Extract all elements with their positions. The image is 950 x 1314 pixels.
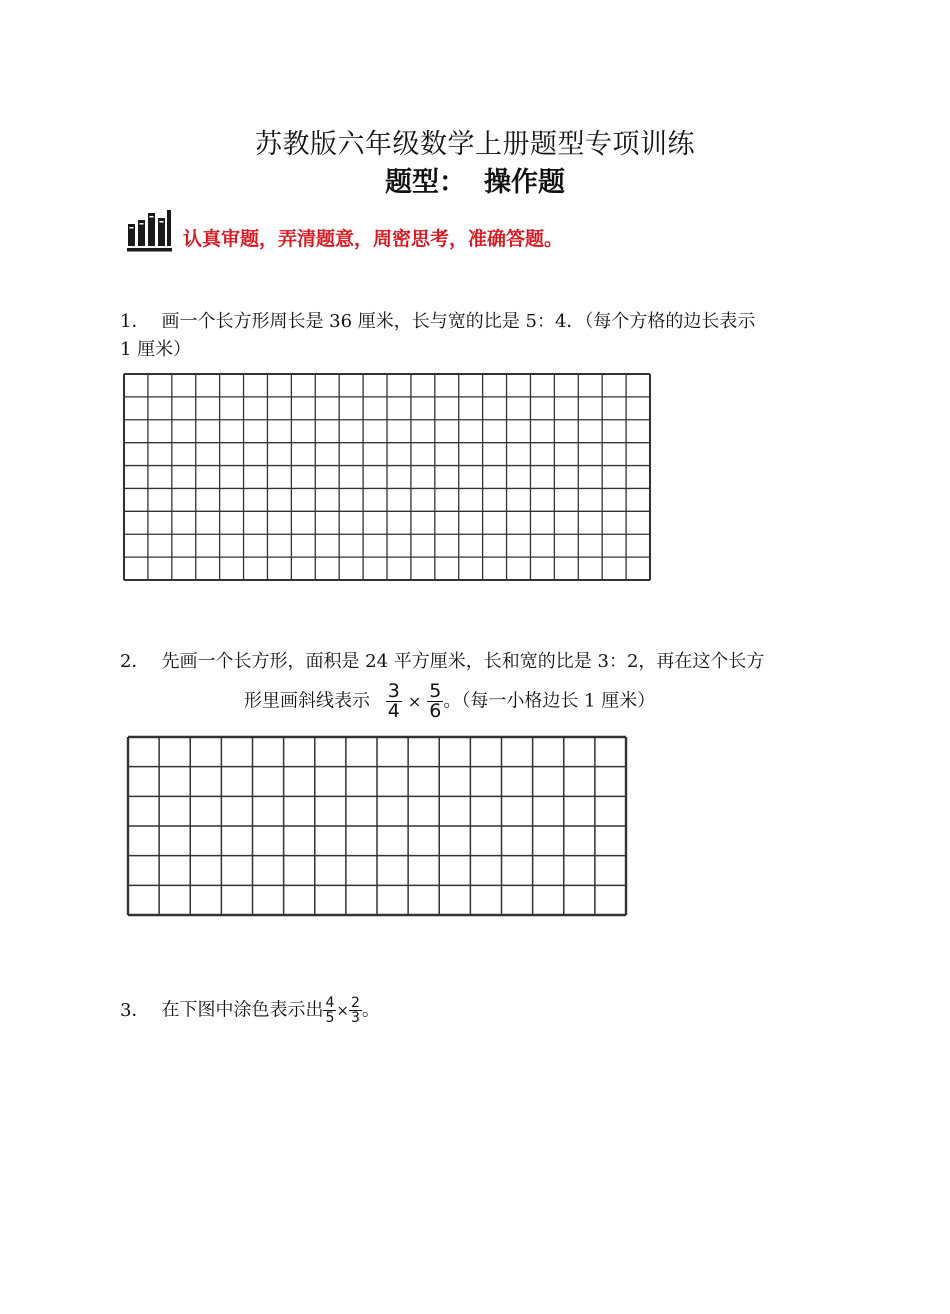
fraction-5-6: $\frac{5}{6}$ [429,680,442,722]
fraction-4-5: $\frac{4}{5}$ [325,995,335,1026]
question-1-number: 1． [120,311,150,332]
question-3-text: 在下图中涂色表示出 [161,999,324,1021]
question-3-number: 3． [120,999,150,1021]
fraction-3-4: $\frac{3}{4}$ [387,680,400,722]
question-type-label: 题型： [385,167,466,198]
question-2-number: 2． [120,651,150,672]
books-icon [127,208,173,252]
question-2-text: 先画一个长方形，面积是 24 平方厘米，长和宽的比是 3：2，再在这个长方 [161,651,765,672]
question-1 [120,308,755,364]
times-sign-q3: × [336,1001,349,1020]
question-type-value: 操作题 [484,167,565,198]
page-title: 苏教版六年级数学上册题型专项训练 [255,129,695,160]
grid-q1[interactable] [122,372,652,582]
tip-text: 认真审题，弄清题意，周密思考，准确答题。 [183,228,564,250]
question-2-line2-prefix: 形里画斜线表示 [244,690,370,712]
question-2-line2-suffix: 。（每一小格边长 1 厘米） [443,690,656,712]
question-1-text: 画一个长方形周长是 36 厘米，长与宽的比是 5：4．（每个方格的边长表示 [161,311,756,332]
question-2-line2 [244,682,655,721]
question-3 [120,996,380,1025]
times-sign: × [407,691,422,711]
question-3-suffix: 。 [361,999,380,1021]
question-1-line2: 1 厘米） [120,339,192,360]
grid-q2[interactable] [126,735,628,917]
fraction-2-3: $\frac{2}{3}$ [350,995,360,1026]
question-1-line1 [120,308,755,336]
question-type [0,160,950,199]
question-2 [120,648,764,676]
